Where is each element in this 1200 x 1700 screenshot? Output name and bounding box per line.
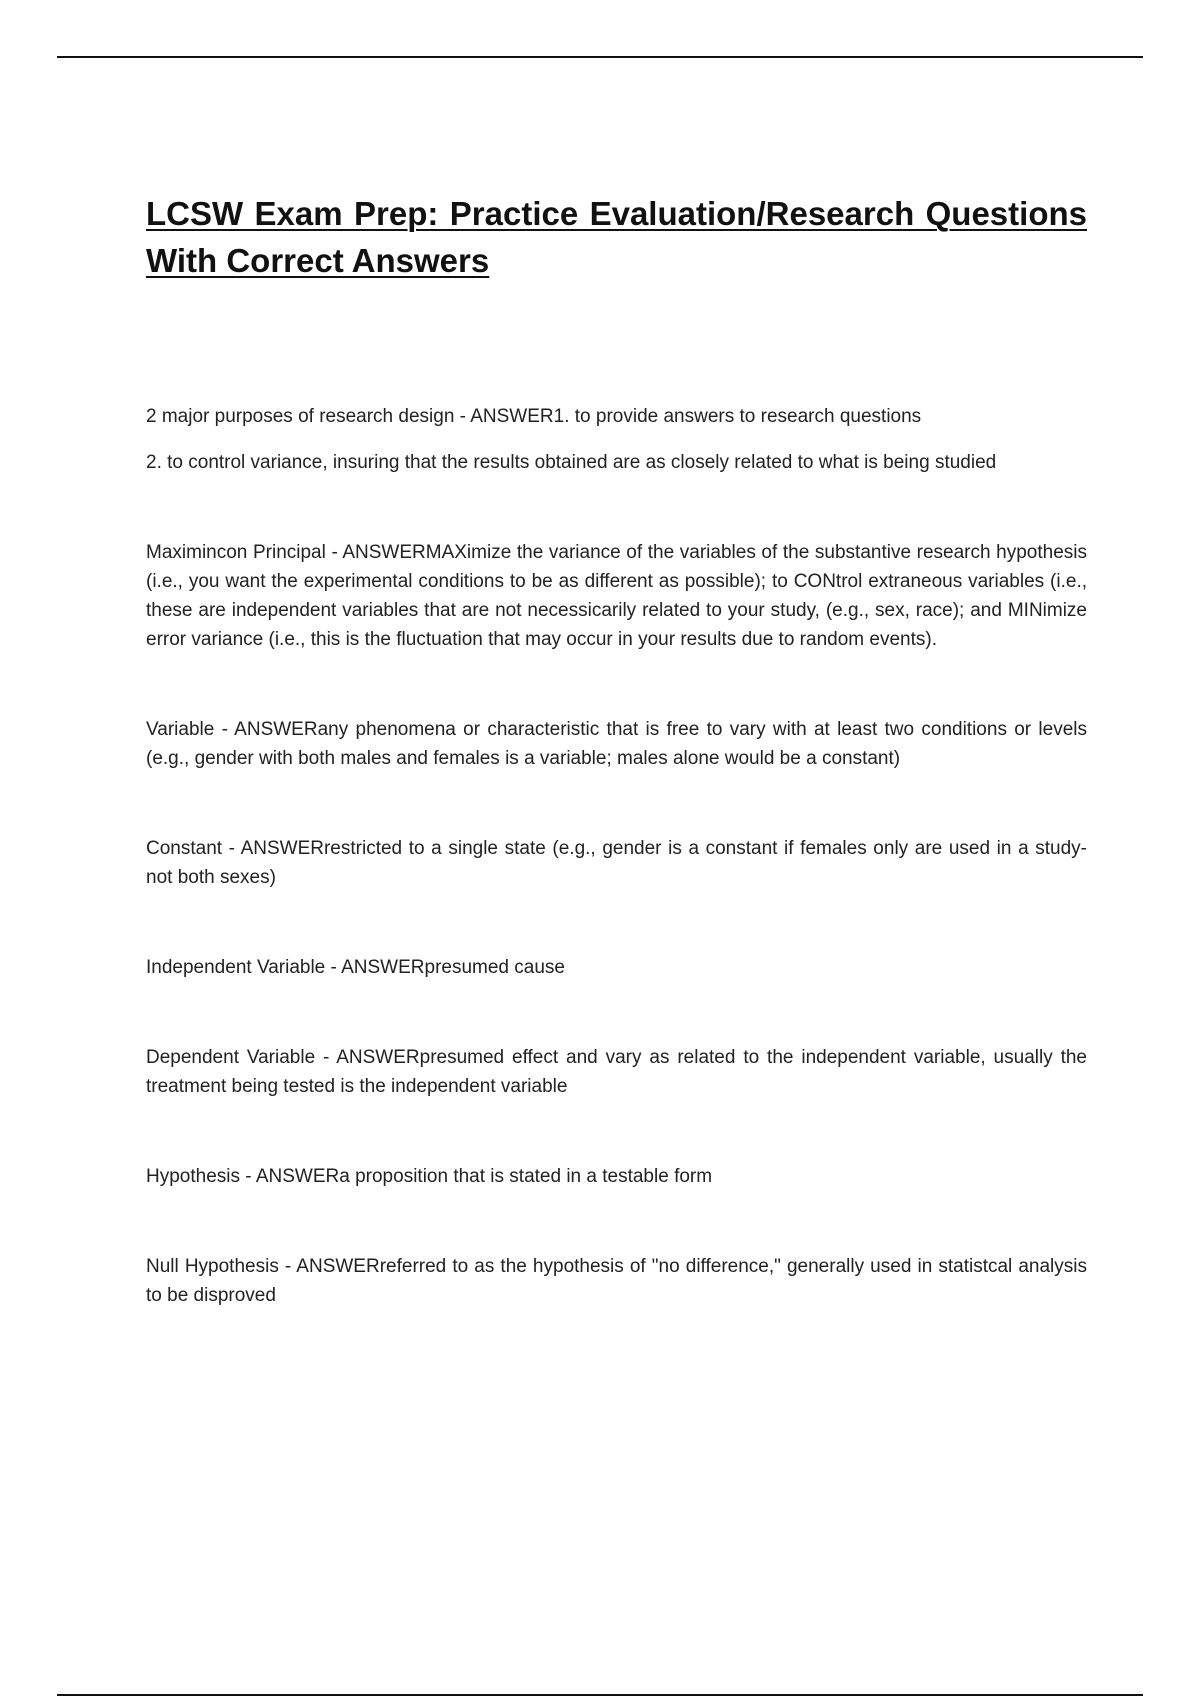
qa-answer-tag: ANSWER: [336, 1047, 420, 1068]
qa-answer-tag: ANSWER: [296, 1256, 380, 1277]
document-title: LCSW Exam Prep: Practice Evaluation/Research Questions With Correct Answers: [146, 195, 1087, 279]
document-body: [146, 190, 1087, 1310]
header-rule: [57, 56, 1143, 58]
qa-item-maximincon-principal: [146, 538, 1087, 654]
qa-answer: any phenomena or characteristic that is free to vary with at least two conditions or levels (e.g., gender with both males and females is a variable; males alone would be a constant): [146, 719, 1087, 769]
qa-list: [146, 402, 1087, 1310]
qa-answer-tag: ANSWER: [341, 957, 425, 978]
qa-answer-tag: ANSWER: [470, 406, 554, 427]
qa-separator: -: [214, 719, 235, 740]
qa-item-dependent-variable: [146, 1043, 1087, 1101]
qa-answer: a proposition that is stated in a testable form: [339, 1166, 713, 1187]
qa-separator: -: [325, 957, 342, 978]
qa-separator: -: [222, 838, 241, 859]
qa-answer: 1. to provide answers to research questions: [553, 406, 922, 427]
qa-answer-tag: ANSWER: [234, 719, 318, 740]
qa-separator: -: [240, 1166, 256, 1187]
qa-term: 2 major purposes of research design: [146, 406, 455, 427]
qa-term: Variable: [146, 719, 215, 740]
qa-answer-tag: ANSWER: [342, 542, 426, 563]
qa-item-research-design-purposes-continued: 2. to control variance, insuring that the results obtained are as closely related to what is being studied: [146, 452, 997, 473]
qa-term: Independent Variable: [146, 957, 326, 978]
qa-answer: referred to as the hypothesis of "no difference," generally used in statistcal analysis to be disproved: [146, 1256, 1088, 1306]
qa-answer-tag: ANSWER: [240, 838, 324, 859]
qa-answer: presumed cause: [424, 957, 565, 978]
qa-answer: presumed effect and vary as related to the independent variable, usually the treatment being tested is the independent variable: [146, 1047, 1087, 1097]
qa-term: Hypothesis: [146, 1166, 240, 1187]
footer-rule: [57, 1694, 1143, 1696]
qa-item-variable: [146, 715, 1087, 773]
qa-term: Constant: [146, 838, 223, 859]
qa-item-independent-variable: [146, 953, 1087, 982]
qa-term: Null Hypothesis: [146, 1256, 279, 1277]
qa-answer-tag: ANSWER: [255, 1166, 340, 1187]
qa-term: Dependent Variable: [146, 1047, 316, 1068]
qa-term: Maximincon Principal: [146, 542, 326, 563]
qa-separator: -: [315, 1047, 337, 1068]
qa-separator: -: [325, 542, 343, 563]
qa-item-null-hypothesis: [146, 1252, 1087, 1310]
qa-item-research-design-purposes: [146, 402, 1087, 431]
qa-item-constant: [146, 834, 1087, 892]
qa-item-hypothesis: [146, 1162, 1087, 1191]
qa-answer: restricted to a single state (e.g., gender is a constant if females only are used in a study-not both sexes): [146, 838, 1087, 888]
qa-separator: -: [278, 1256, 297, 1277]
qa-answer: MAXimize the variance of the variables of the substantive research hypothesis (i.e., you want the experimental conditions to be as different as possible); to CONtrol extraneous variables (i.e., these are independent variables that are not necessicarily related to your study, (e.g., sex, race); and MINimize error variance (i.e., this is the fluctuation that may occur in your results due to random events).: [146, 542, 1087, 650]
qa-separator: -: [454, 406, 471, 427]
